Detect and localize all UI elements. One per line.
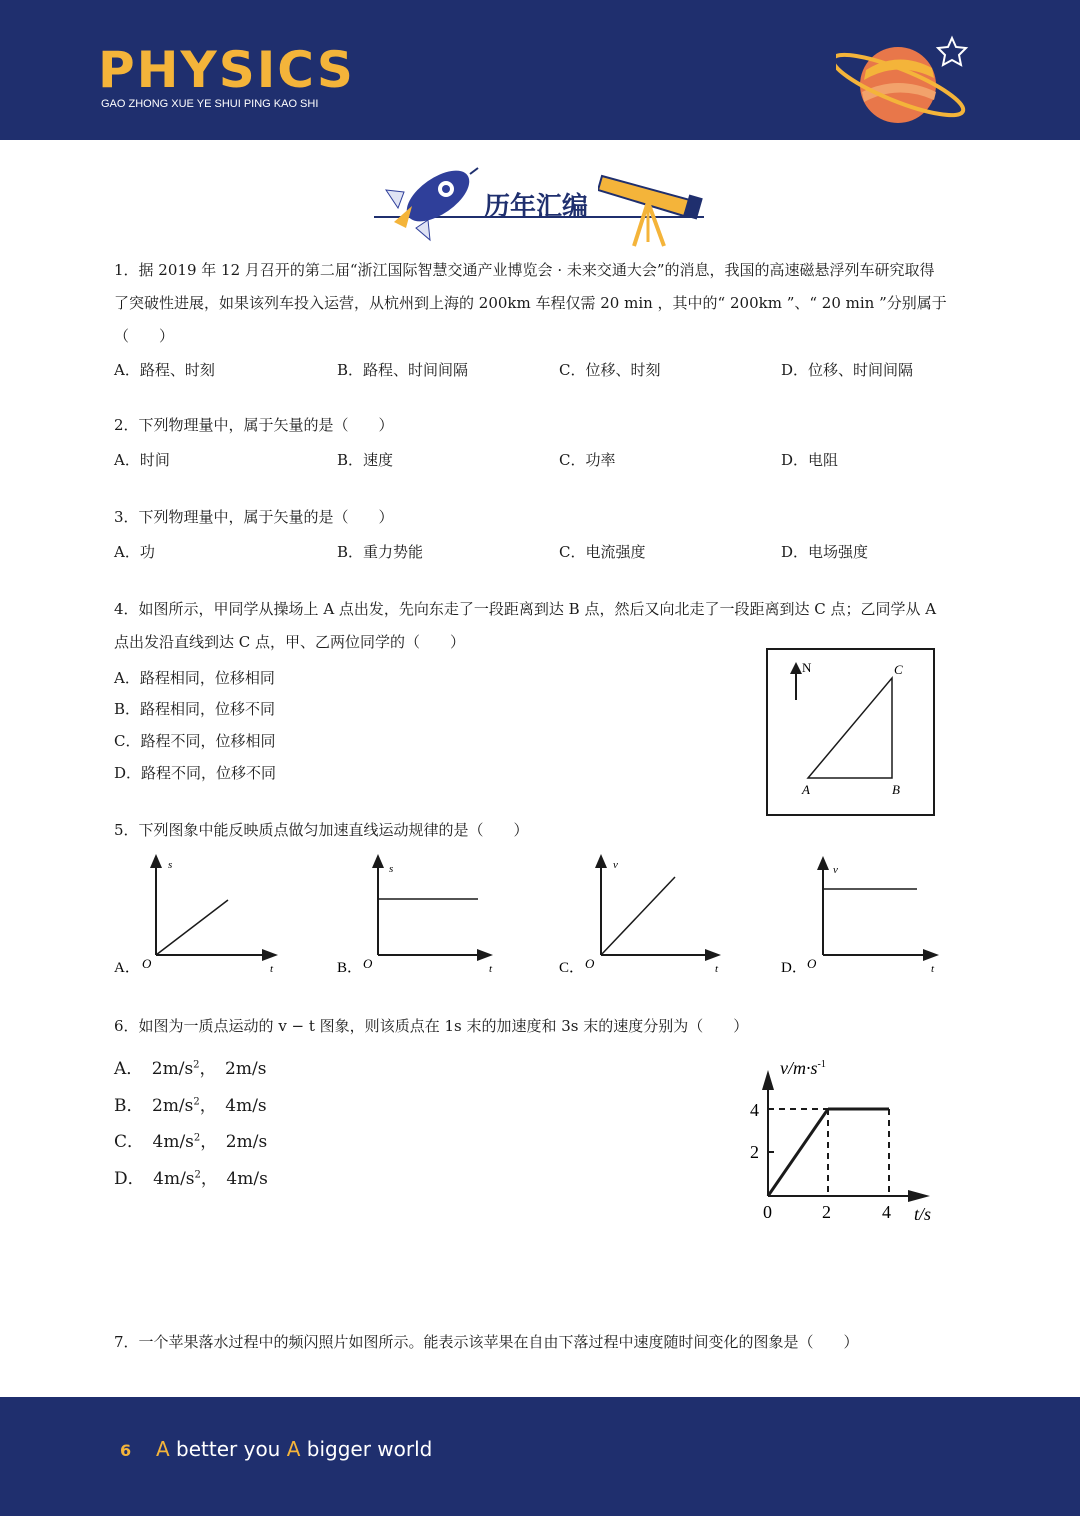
option-a[interactable]: A．路程相同，位移相同 [114,669,275,687]
option-d[interactable]: D． $4m/s^2$， 4m/s [114,1169,268,1189]
graph-a-label: A． [114,960,140,976]
question-1-line-3: （ ） [114,327,175,345]
question-3 [114,501,394,534]
header-banner [0,0,1080,140]
question-4-line-2: 点出发沿直线到达 C 点，甲、乙两位同学的（ ） [114,633,466,651]
vt-x-tick-2: 2 [822,1202,831,1222]
graph-b-origin: O [363,956,373,971]
question-1-line-2: 了突破性进展，如果该列车投入运营，从杭州到上海的 200km 车程仅需 20 min ，其中的“ 200km ”、“ 20 min ”分别属于 [114,294,947,312]
page-number: 6 [120,1441,132,1460]
vt-y-axis-label: $v/m\cdot s^{-1}$ [780,1058,826,1078]
footer-slogan: A better you A bigger world [156,1437,433,1461]
graph-b[interactable] [335,850,510,980]
option-d[interactable]: D．位移、时间间隔 [781,361,914,379]
graph-b-label: B． [337,960,363,976]
question-1 [114,254,947,353]
graph-c-origin: O [585,956,595,971]
point-b-label: B [892,782,900,797]
graph-a-x-label: t [270,963,274,975]
question-6-stem: 6．如图为一质点运动的 v − t 图象，则该质点在 1s 末的加速度和 3s 末的速度分别为（ ） [114,1017,749,1035]
question-3-stem: 3．下列物理量中，属于矢量的是（ ） [114,508,394,526]
question-4-line-1: 4．如图所示，甲同学从操场上 A 点出发，先向东走了一段距离到达 B 点，然后又向北走了一段距离到达 C 点；乙同学从 A [114,600,937,618]
graph-d-origin: O [807,956,817,971]
brand-title: PHYSICS [98,41,355,99]
question-5-stem: 5．下列图象中能反映质点做匀加速直线运动规律的是（ ） [114,821,529,839]
planet-icon [836,30,976,130]
section-header [372,162,712,250]
option-c[interactable]: C．功率 [559,451,616,469]
question-6-vt-graph [740,1050,950,1230]
vt-x-tick-0: 0 [763,1202,772,1222]
telescope-icon [598,162,712,250]
vt-y-tick-2: 2 [750,1142,759,1162]
brand-subtitle: GAO ZHONG XUE YE SHUI PING KAO SHI [101,98,319,110]
option-d[interactable]: D．电场强度 [781,543,869,561]
point-a-label: A [802,782,810,797]
graph-c-y-label: v [613,859,618,871]
question-7 [114,1326,859,1359]
option-a[interactable]: A．功 [114,543,155,561]
graph-d-y-label: v [833,864,838,876]
option-d[interactable]: D．电阻 [781,451,839,469]
graph-d[interactable] [779,850,954,980]
graph-b-x-label: t [489,963,493,975]
graph-c-label: C． [559,960,585,976]
option-b[interactable]: B． $2m/s^2$， 4m/s [114,1096,267,1116]
section-title: 历年汇编 [484,192,589,222]
option-c[interactable]: C． $4m/s^2$， 2m/s [114,1132,268,1152]
option-c[interactable]: C．电流强度 [559,543,646,561]
north-label: N [802,660,812,675]
graph-c-x-label: t [715,963,719,975]
vt-y-tick-4: 4 [750,1100,759,1120]
option-b[interactable]: B．路程相同，位移不同 [114,700,276,718]
graph-b-y-label: s [389,863,394,875]
graph-a-y-label: s [168,859,173,871]
option-b[interactable]: B．速度 [337,451,394,469]
question-6 [114,1010,748,1043]
question-7-stem: 7．一个苹果落水过程中的频闪照片如图所示。能表示该苹果在自由下落过程中速度随时间变化的图象是（ ） [114,1333,859,1351]
question-2-stem: 2．下列物理量中，属于矢量的是（ ） [114,416,394,434]
point-c-label: C [894,662,903,677]
option-d[interactable]: D．路程不同，位移不同 [114,764,277,782]
option-a[interactable]: A．时间 [114,451,170,469]
graph-a[interactable] [112,850,287,980]
question-4-figure [766,648,936,818]
option-c[interactable]: C．路程不同，位移相同 [114,732,276,750]
graph-d-x-label: t [931,963,935,975]
option-b[interactable]: B．路程、时间间隔 [337,361,469,379]
question-2 [114,409,394,442]
graph-a-origin: O [142,956,152,971]
question-5 [114,814,529,847]
vt-x-axis-label: t/s [914,1204,932,1224]
option-b[interactable]: B．重力势能 [337,543,424,561]
graph-d-label: D． [781,960,807,976]
question-1-line-1: 1．据 2019 年 12 月召开的第二届“浙江国际智慧交通产业博览会 · 未来交通大会”的消息，我国的高速磁悬浮列车研究取得 [114,261,935,279]
option-c[interactable]: C．位移、时刻 [559,361,661,379]
vt-x-tick-4: 4 [882,1202,891,1222]
option-a[interactable]: A． $2m/s^2$， 2m/s [114,1059,267,1079]
option-a[interactable]: A．路程、时刻 [114,361,215,379]
graph-c[interactable] [557,850,732,980]
